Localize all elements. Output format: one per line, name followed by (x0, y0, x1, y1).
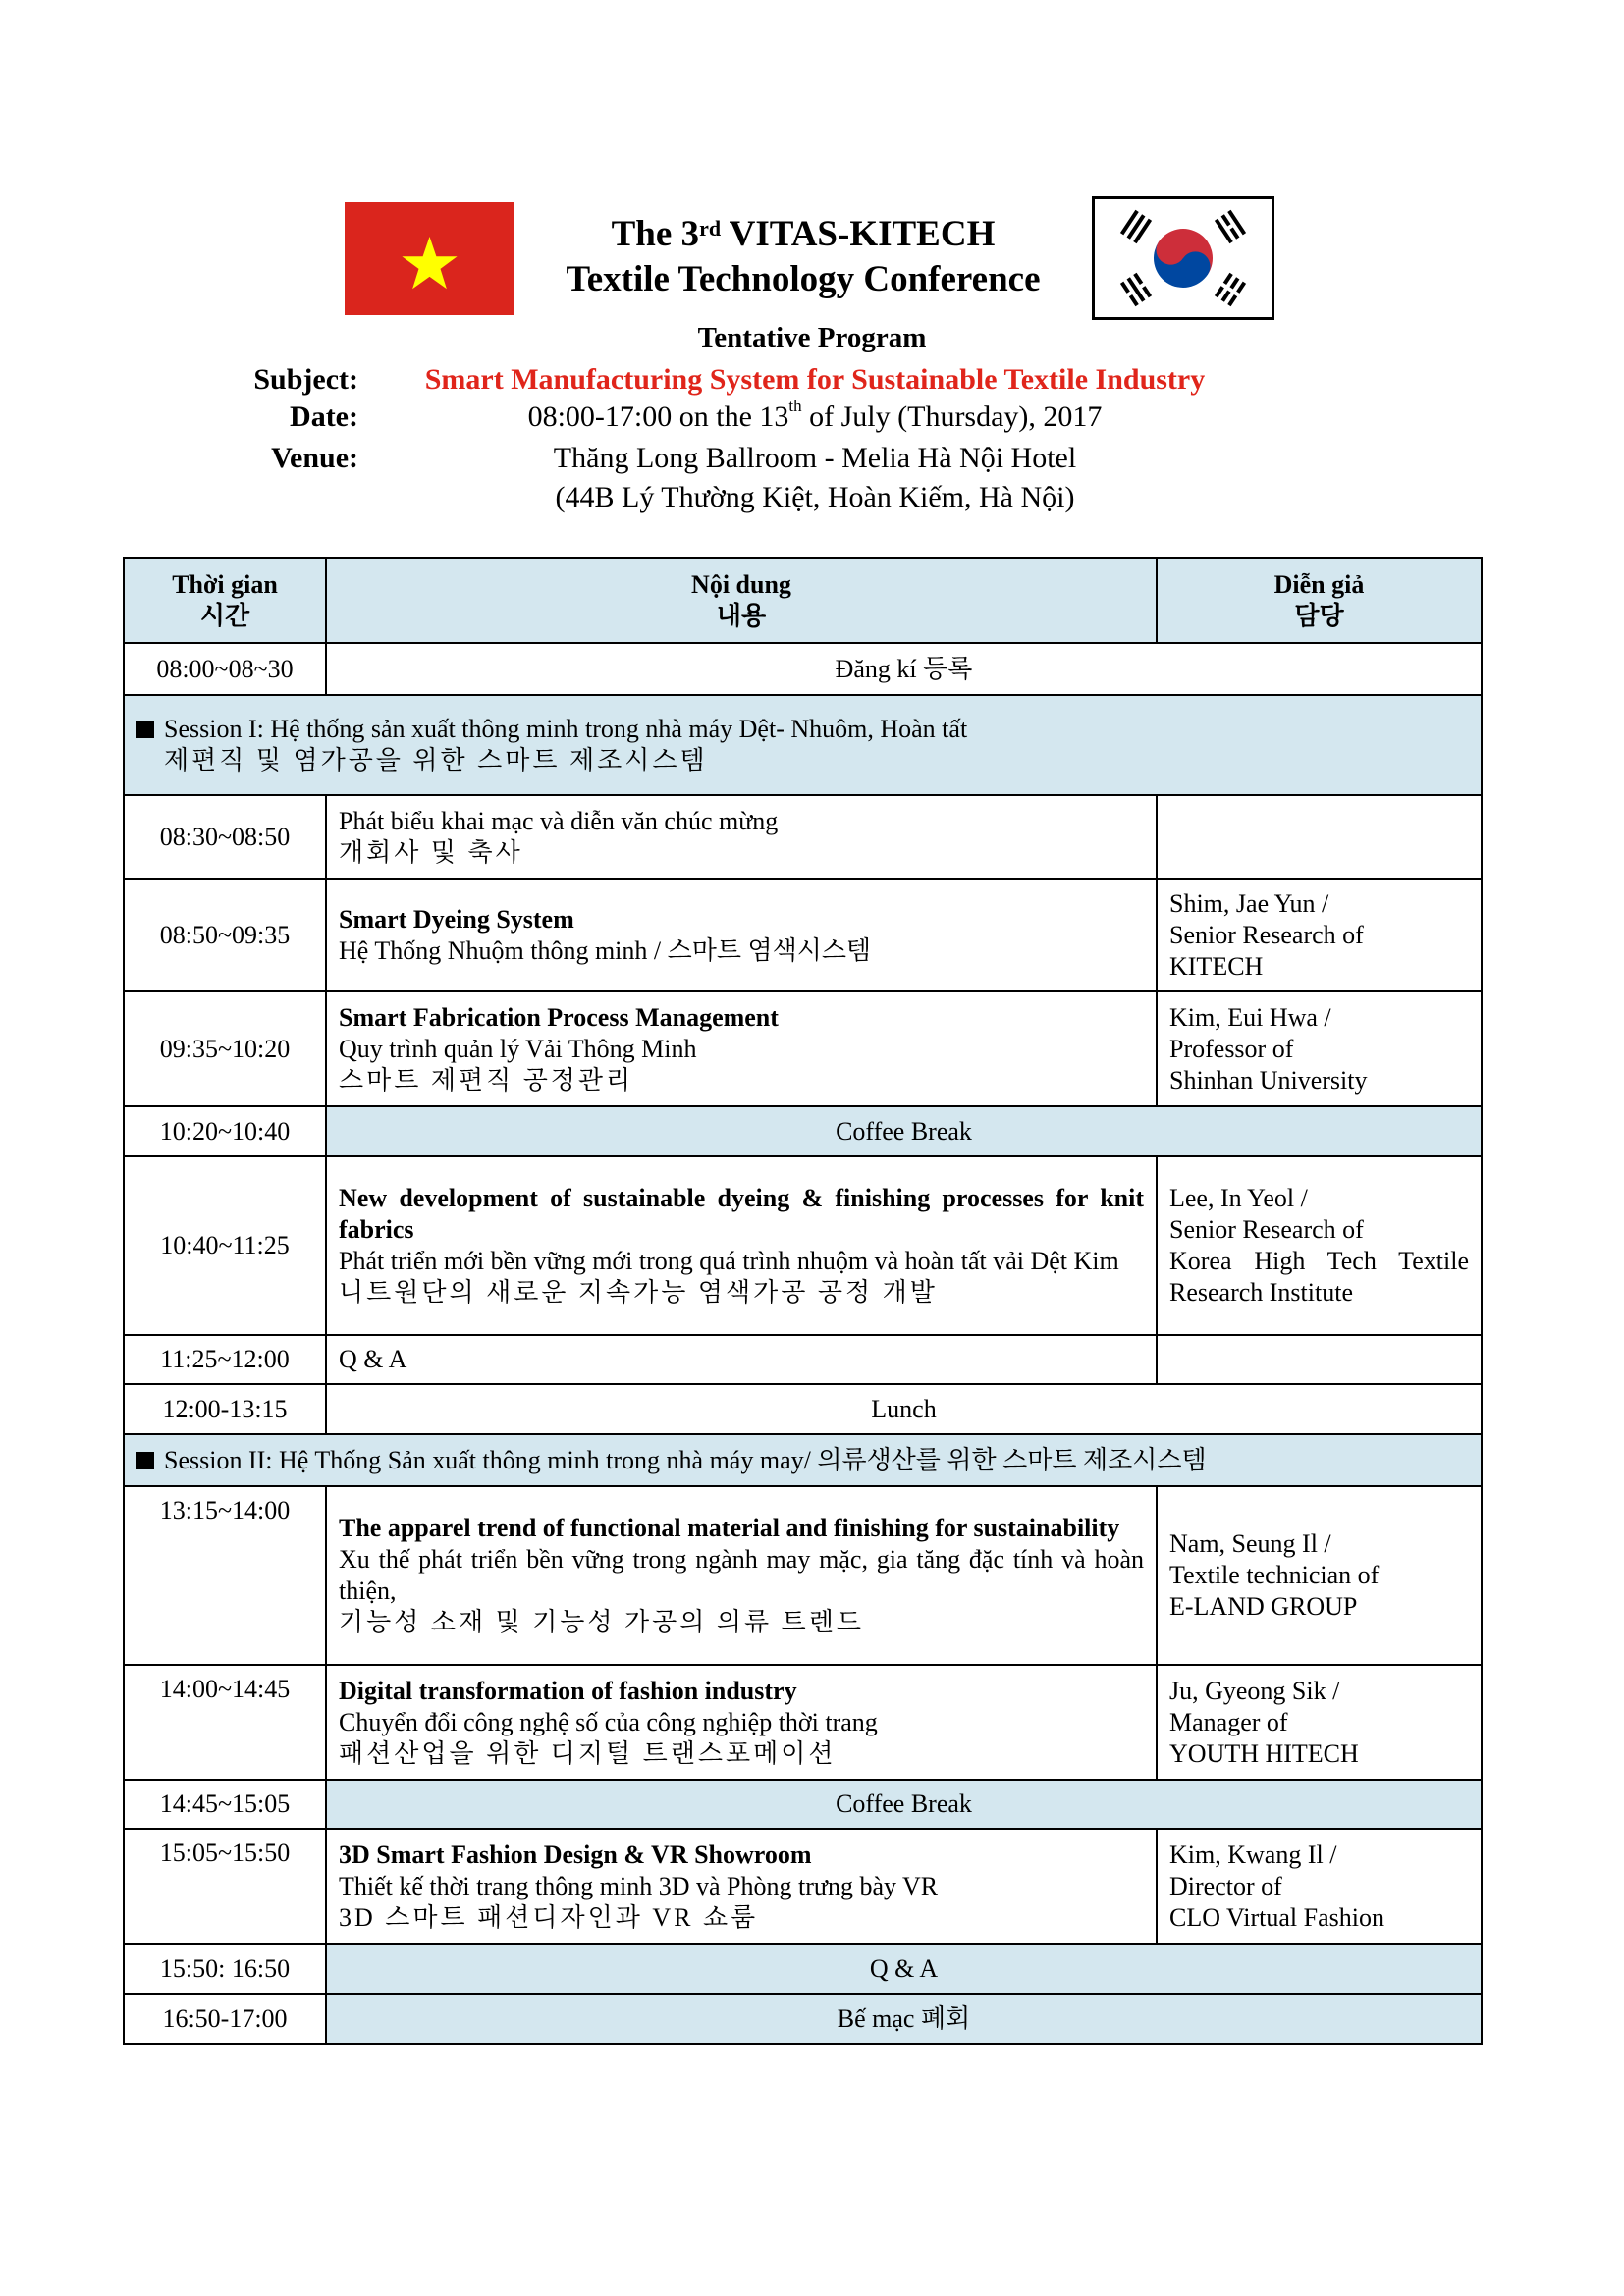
table-row (124, 1944, 1482, 1994)
table-row (124, 1780, 1482, 1829)
row-speaker: Kim, Eui Hwa / Professor of Shinhan University (1157, 991, 1482, 1106)
table-row (124, 795, 1482, 879)
table-row (124, 1994, 1482, 2044)
session-2-cell: Session II: Hệ Thống Sản xuất thông minh trong nhà máy may/ 의류생산를 위한 스마트 제조시스템 (124, 1434, 1482, 1486)
program-table (123, 557, 1483, 2045)
venue-line2: (44B Lý Thường Kiệt, Hoàn Kiếm, Hà Nội) (555, 481, 1075, 513)
row-content: The apparel trend of functional material and finishing for sustainability Xu thế phát triển bền vững trong ngành may mặc, gia tăng đặc tính và hoàn thiện, 기능성 소재 및 기능성 가공의 의류 트렌드 (326, 1486, 1157, 1665)
row-time: 10:40~11:25 (124, 1156, 326, 1335)
vietnam-flag (345, 202, 514, 315)
table-row (124, 1486, 1482, 1665)
table-row (124, 991, 1482, 1106)
date-prefix: 08:00-17:00 on the 13 (527, 400, 789, 433)
title-prefix: The 3 (611, 214, 700, 254)
subject-value: Smart Manufacturing System for Sustainable Textile Industry (424, 363, 1206, 396)
table-row (124, 1665, 1482, 1780)
taegeuk-icon (1095, 199, 1272, 317)
row-content: New development of sustainable dyeing & finishing processes for knit fabrics Phát triển mới bền vững mới trong quá trình nhuộm và hoàn tất vải Dệt Kim 니트원단의 새로운 지속가능 염색가공 공정 개발 (326, 1156, 1157, 1335)
row-speaker: Nam, Seung Il / Textile technician of E-LAND GROUP (1157, 1486, 1482, 1665)
date-value (373, 397, 1257, 434)
subject-label: Subject: (253, 363, 358, 396)
table-row (124, 1106, 1482, 1156)
subject-row (0, 363, 1624, 402)
venue-row (0, 442, 1624, 481)
date-superscript: th (788, 397, 802, 415)
row-time: 11:25~12:00 (124, 1335, 326, 1384)
venue-row-2 (0, 481, 1624, 520)
row-speaker: Kim, Kwang Il / Director of CLO Virtual Fashion (1157, 1829, 1482, 1944)
row-time: 10:20~10:40 (124, 1106, 326, 1156)
row-speaker: Shim, Jae Yun / Senior Research of KITECH (1157, 879, 1482, 991)
row-time: 08:00~08~30 (124, 643, 326, 695)
date-label: Date: (290, 400, 358, 433)
table-row (124, 1156, 1482, 1335)
korea-flag (1092, 196, 1274, 320)
row-speaker (1157, 795, 1482, 879)
table-row (124, 879, 1482, 991)
date-suffix: of July (Thursday), 2017 (801, 400, 1103, 433)
venue-line1: Thăng Long Ballroom - Melia Hà Nội Hotel (553, 442, 1077, 474)
venue-label: Venue: (271, 442, 358, 474)
row-time: 08:30~08:50 (124, 795, 326, 879)
row-time: 14:45~15:05 (124, 1780, 326, 1829)
header-content: Nội dung 내용 (326, 558, 1157, 643)
table-row (124, 1335, 1482, 1384)
conference-title (514, 212, 1092, 257)
header-time: Thời gian 시간 (124, 558, 326, 643)
registration-cell: Đăng kí 등록 (326, 643, 1482, 695)
table-header-row (124, 558, 1482, 643)
row-speaker (1157, 1335, 1482, 1384)
row-time: 14:00~14:45 (124, 1665, 326, 1780)
title-superscript: rd (699, 216, 722, 240)
session-2-row (124, 1434, 1482, 1486)
square-bullet-icon (136, 1452, 154, 1469)
vietnam-star-icon (345, 202, 514, 315)
table-row (124, 643, 1482, 695)
session-1-row (124, 695, 1482, 795)
square-bullet-icon (136, 721, 154, 738)
row-content: Smart Fabrication Process Management Quy trình quản lý Vải Thông Minh 스마트 제편직 공정관리 (326, 991, 1157, 1106)
lunch-cell: Lunch (326, 1384, 1482, 1434)
row-time: 15:50: 16:50 (124, 1944, 326, 1994)
row-content: Smart Dyeing System Hệ Thống Nhuộm thông minh / 스마트 염색시스템 (326, 879, 1157, 991)
coffee-break-cell: Coffee Break (326, 1106, 1482, 1156)
row-time: 15:05~15:50 (124, 1829, 326, 1944)
coffee-break-cell: Coffee Break (326, 1780, 1482, 1829)
table-row (124, 1829, 1482, 1944)
row-speaker: Ju, Gyeong Sik / Manager of YOUTH HITECH (1157, 1665, 1482, 1780)
qa-cell: Q & A (326, 1944, 1482, 1994)
title-rest: VITAS-KITECH (721, 214, 996, 254)
row-content: 3D Smart Fashion Design & VR Showroom Thiết kế thời trang thông minh 3D và Phòng trưng bày VR 3D 스마트 패션디자인과 VR 쇼룸 (326, 1829, 1157, 1944)
qa-cell: Q & A (326, 1335, 1157, 1384)
row-time: 16:50-17:00 (124, 1994, 326, 2044)
conference-subtitle: Textile Technology Conference (566, 259, 1041, 299)
row-time: 09:35~10:20 (124, 991, 326, 1106)
row-speaker: Lee, In Yeol / Senior Research of Korea High Tech Textile Research Institute (1157, 1156, 1482, 1335)
row-time: 12:00-13:15 (124, 1384, 326, 1434)
closing-cell: Bế mạc 폐회 (326, 1994, 1482, 2044)
row-time: 08:50~09:35 (124, 879, 326, 991)
row-time: 13:15~14:00 (124, 1486, 326, 1665)
table-row (124, 1384, 1482, 1434)
session-1-cell: Session I: Hệ thống sản xuất thông minh trong nhà máy Dệt- Nhuôm, Hoàn tất 제편직 및 염가공을 위한 스마트 제조시스템 (124, 695, 1482, 795)
header-speaker: Diễn giả 담당 (1157, 558, 1482, 643)
tentative-program-heading: Tentative Program (697, 322, 927, 353)
row-content: Phát biểu khai mạc và diễn văn chúc mừng 개회사 및 축사 (326, 795, 1157, 879)
date-row (0, 397, 1624, 440)
row-content: Digital transformation of fashion industry Chuyển đổi công nghệ số của công nghiệp thời trang 패션산업을 위한 디지털 트랜스포메이션 (326, 1665, 1157, 1780)
